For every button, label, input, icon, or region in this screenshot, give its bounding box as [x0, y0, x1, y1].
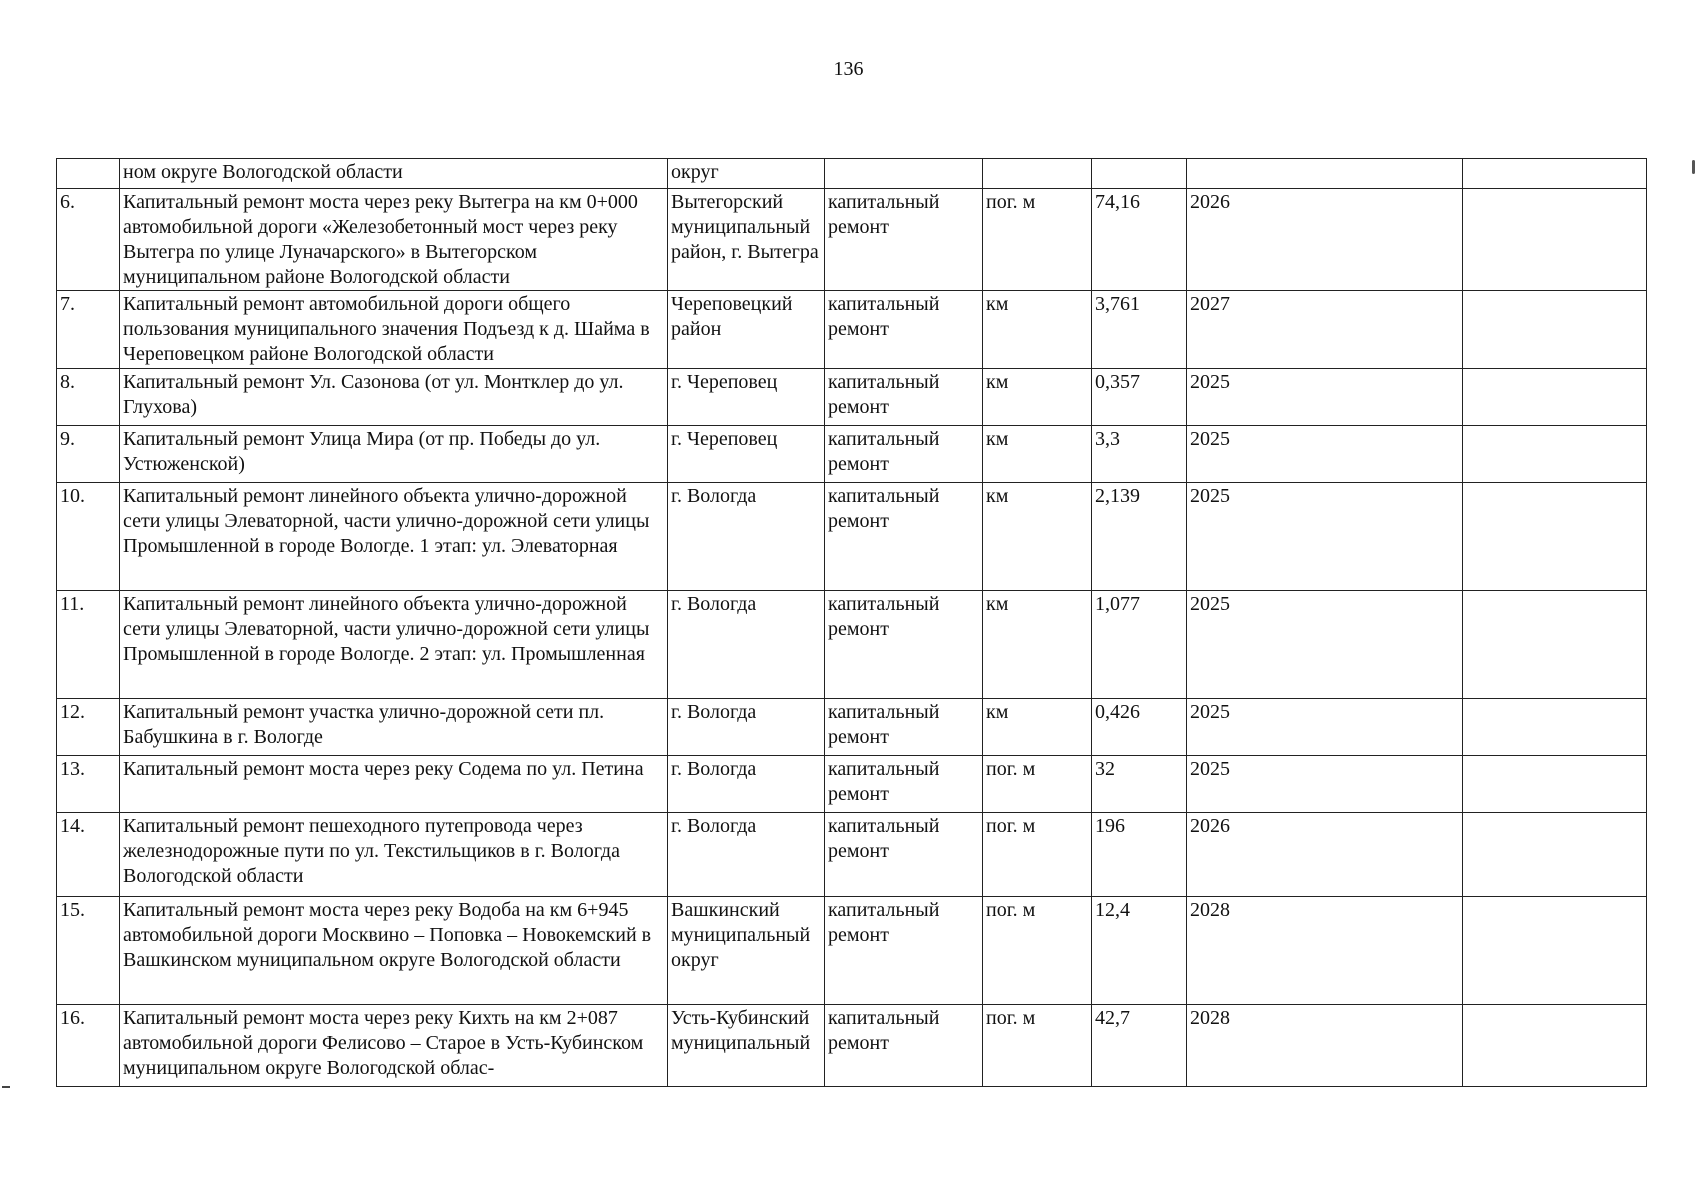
- year: 2027: [1187, 291, 1463, 369]
- note: [1463, 756, 1647, 813]
- object-name: Капитальный ремонт моста через реку Вытегра на км 0+000 автомобильной дороги «Железобетонный мост через реку Вытегра по улице Луначарского» в Вытегорском муниципальном районе Вологодской области: [120, 189, 668, 291]
- table-row: [57, 699, 1647, 756]
- unit: пог. м: [983, 813, 1092, 897]
- unit: пог. м: [983, 897, 1092, 1005]
- note: [1463, 699, 1647, 756]
- table-row: [57, 813, 1647, 897]
- table-row: [57, 591, 1647, 699]
- note: [1463, 813, 1647, 897]
- object-name: Капитальный ремонт моста через реку Содема по ул. Петина: [120, 756, 668, 813]
- year: 2025: [1187, 699, 1463, 756]
- capacity-value: 12,4: [1092, 897, 1187, 1005]
- object-name: Капитальный ремонт линейного объекта улично-дорожной сети улицы Элеваторной, части улично-дорожной сети улицы Промышленной в городе Вологде. 1 этап: ул. Элеваторная: [120, 483, 668, 591]
- work-type: [825, 159, 983, 189]
- object-name: Капитальный ремонт пешеходного путепровода через железнодорожные пути по ул. Текстильщиков в г. Вологда Вологодской области: [120, 813, 668, 897]
- note: [1463, 159, 1647, 189]
- unit: пог. м: [983, 189, 1092, 291]
- unit: пог. м: [983, 756, 1092, 813]
- year: 2025: [1187, 426, 1463, 483]
- table-row: [57, 189, 1647, 291]
- work-type: капитальный ремонт: [825, 291, 983, 369]
- work-type: капитальный ремонт: [825, 699, 983, 756]
- municipality: г. Вологда: [668, 483, 825, 591]
- row-number: 16.: [57, 1005, 120, 1087]
- work-type: капитальный ремонт: [825, 1005, 983, 1087]
- row-number: 15.: [57, 897, 120, 1005]
- table-row: [57, 159, 1647, 189]
- municipality: г. Вологда: [668, 813, 825, 897]
- capacity-value: 3,3: [1092, 426, 1187, 483]
- note: [1463, 483, 1647, 591]
- year: 2026: [1187, 813, 1463, 897]
- row-number: 7.: [57, 291, 120, 369]
- object-name: Капитальный ремонт Улица Мира (от пр. Победы до ул. Устюженской): [120, 426, 668, 483]
- municipality: г. Вологда: [668, 591, 825, 699]
- capacity-value: 3,761: [1092, 291, 1187, 369]
- work-type: капитальный ремонт: [825, 756, 983, 813]
- municipality: г. Череповец: [668, 426, 825, 483]
- capacity-value: 0,357: [1092, 369, 1187, 426]
- table-row: [57, 897, 1647, 1005]
- row-number: 6.: [57, 189, 120, 291]
- table-row: [57, 1005, 1647, 1087]
- table-row: [57, 483, 1647, 591]
- capacity-value: [1092, 159, 1187, 189]
- work-type: капитальный ремонт: [825, 369, 983, 426]
- capacity-value: 0,426: [1092, 699, 1187, 756]
- object-name: Капитальный ремонт моста через реку Кихть на км 2+087 автомобильной дороги Фелисово – Старое в Усть-Кубинском муниципальном округе Вологодской облас-: [120, 1005, 668, 1087]
- note: [1463, 1005, 1647, 1087]
- municipality: Усть-Кубинский муниципальный: [668, 1005, 825, 1087]
- year: 2025: [1187, 756, 1463, 813]
- year: 2025: [1187, 483, 1463, 591]
- row-number: 10.: [57, 483, 120, 591]
- year: 2026: [1187, 189, 1463, 291]
- scan-edge-mark: [1692, 160, 1695, 174]
- municipality: Череповецкий район: [668, 291, 825, 369]
- unit: пог. м: [983, 1005, 1092, 1087]
- road-repair-table: [56, 158, 1647, 1087]
- capacity-value: 2,139: [1092, 483, 1187, 591]
- municipality: г. Череповец: [668, 369, 825, 426]
- note: [1463, 291, 1647, 369]
- municipality: Вытегорский муниципальный район, г. Вытегра: [668, 189, 825, 291]
- capacity-value: 1,077: [1092, 591, 1187, 699]
- page-number: 136: [833, 58, 864, 80]
- capacity-value: 42,7: [1092, 1005, 1187, 1087]
- note: [1463, 426, 1647, 483]
- work-type: капитальный ремонт: [825, 591, 983, 699]
- unit: км: [983, 369, 1092, 426]
- object-name: Капитальный ремонт автомобильной дороги общего пользования муниципального значения Подъезд к д. Шайма в Череповецком районе Вологодской области: [120, 291, 668, 369]
- note: [1463, 189, 1647, 291]
- row-number: 13.: [57, 756, 120, 813]
- object-name: Капитальный ремонт моста через реку Водоба на км 6+945 автомобильной дороги Москвино – Поповка – Новокемский в Вашкинском муниципальном округе Вологодской области: [120, 897, 668, 1005]
- row-number: 11.: [57, 591, 120, 699]
- unit: км: [983, 483, 1092, 591]
- row-number: 8.: [57, 369, 120, 426]
- note: [1463, 591, 1647, 699]
- unit: км: [983, 426, 1092, 483]
- row-number: 9.: [57, 426, 120, 483]
- object-name: Капитальный ремонт линейного объекта улично-дорожной сети улицы Элеваторной, части улично-дорожной сети улицы Промышленной в городе Вологде. 2 этап: ул. Промышленная: [120, 591, 668, 699]
- table-row: [57, 426, 1647, 483]
- year: 2025: [1187, 591, 1463, 699]
- capacity-value: 196: [1092, 813, 1187, 897]
- table-row: [57, 291, 1647, 369]
- year: 2028: [1187, 897, 1463, 1005]
- work-type: капитальный ремонт: [825, 189, 983, 291]
- object-name: Капитальный ремонт Ул. Сазонова (от ул. Монтклер до ул. Глухова): [120, 369, 668, 426]
- work-type: капитальный ремонт: [825, 483, 983, 591]
- note: [1463, 897, 1647, 1005]
- unit: км: [983, 291, 1092, 369]
- table-row: [57, 369, 1647, 426]
- unit: км: [983, 699, 1092, 756]
- work-type: капитальный ремонт: [825, 813, 983, 897]
- municipality: Вашкинский муниципальный округ: [668, 897, 825, 1005]
- object-name: ном округе Вологодской области: [120, 159, 668, 189]
- municipality: округ: [668, 159, 825, 189]
- row-number: 12.: [57, 699, 120, 756]
- object-name: Капитальный ремонт участка улично-дорожной сети пл. Бабушкина в г. Вологде: [120, 699, 668, 756]
- year: [1187, 159, 1463, 189]
- capacity-value: 74,16: [1092, 189, 1187, 291]
- municipality: г. Вологда: [668, 756, 825, 813]
- unit: км: [983, 591, 1092, 699]
- work-type: капитальный ремонт: [825, 426, 983, 483]
- row-number: 14.: [57, 813, 120, 897]
- year: 2025: [1187, 369, 1463, 426]
- note: [1463, 369, 1647, 426]
- unit: [983, 159, 1092, 189]
- capacity-value: 32: [1092, 756, 1187, 813]
- scan-edge-dash: [2, 1086, 10, 1088]
- row-number: [57, 159, 120, 189]
- work-type: капитальный ремонт: [825, 897, 983, 1005]
- table-row: [57, 756, 1647, 813]
- year: 2028: [1187, 1005, 1463, 1087]
- municipality: г. Вологда: [668, 699, 825, 756]
